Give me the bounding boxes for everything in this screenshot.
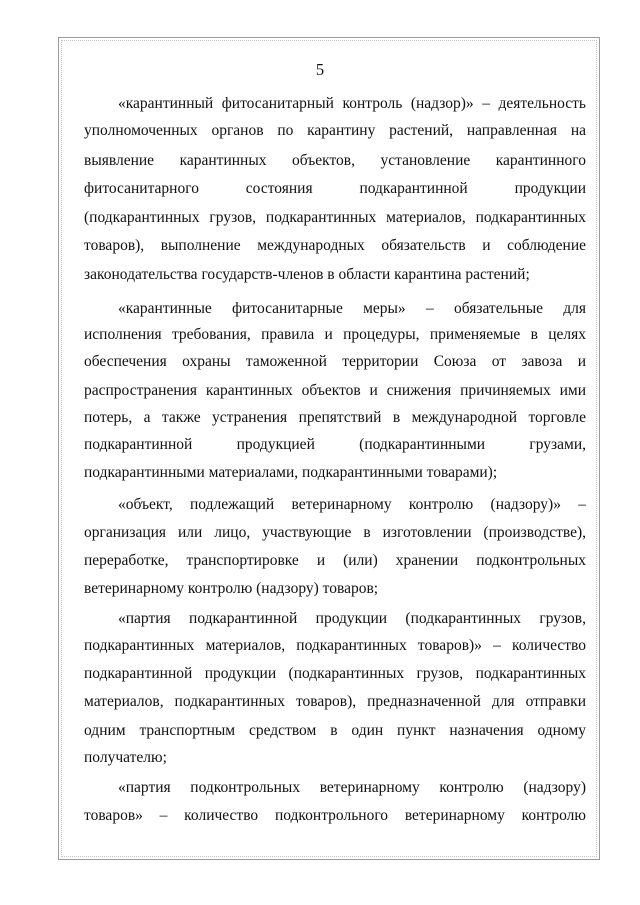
text-line: товаров» – количество подконтрольного ветеринарному контролю <box>84 807 586 824</box>
text-line: ветеринарному контролю (надзору) товаров; <box>84 580 379 597</box>
text-line: (подкарантинных грузов, подкарантинных материалов, подкарантинных <box>84 209 586 226</box>
text-line: законодательства государств-членов в области карантина растений; <box>84 266 530 283</box>
text-line: «карантинные фитосанитарные меры» – обязательные для <box>118 300 586 317</box>
text-line: фитосанитарного состояния подкарантинной продукции <box>84 180 586 197</box>
text-line: уполномоченных органов по карантину растений, направленная на <box>84 122 586 139</box>
text-line: материалов, подкарантинных товаров), предназначенной для отправки <box>84 693 586 710</box>
text-line: одним транспортным средством в один пункт назначения одному <box>84 722 586 739</box>
text-line: подкарантинными материалами, подкарантинными товарами); <box>84 464 498 481</box>
text-line: «карантинный фитосанитарный контроль (надзор)» – деятельность <box>118 95 586 112</box>
text-line: обеспечения охраны таможенной территории Союза от завоза и <box>84 353 586 370</box>
text-line: «партия подкарантинной продукции (подкарантинных грузов, <box>118 610 586 627</box>
text-line: потерь, а также устранения препятствий в международной торговле <box>84 409 586 426</box>
text-line: подкарантинной продукцией (подкарантинными грузами, <box>84 436 586 453</box>
text-line: «объект, подлежащий ветеринарному контролю (надзору)» – <box>118 496 586 513</box>
text-line: получателю; <box>84 749 167 766</box>
text-line: подкарантинной продукции (подкарантинных грузов, подкарантинных <box>84 665 586 682</box>
page-number: 5 <box>315 60 325 79</box>
text-line: переработке, транспортировке и (или) хранении подконтрольных <box>84 552 586 569</box>
text-line: распространения карантинных объектов и снижения причиняемых ими <box>84 382 586 399</box>
text-line: товаров), выполнение международных обязательств и соблюдение <box>84 237 586 254</box>
text-line: исполнения требования, правила и процедуры, применяемые в целях <box>84 326 586 343</box>
text-line: «партия подконтрольных ветеринарному контролю (надзору) <box>118 779 586 796</box>
text-line: подкарантинных материалов, подкарантинных товаров)» – количество <box>84 637 586 654</box>
text-line: выявление карантинных объектов, установление карантинного <box>84 152 586 169</box>
text-line: организация или лицо, участвующие в изготовлении (производстве), <box>84 524 586 541</box>
